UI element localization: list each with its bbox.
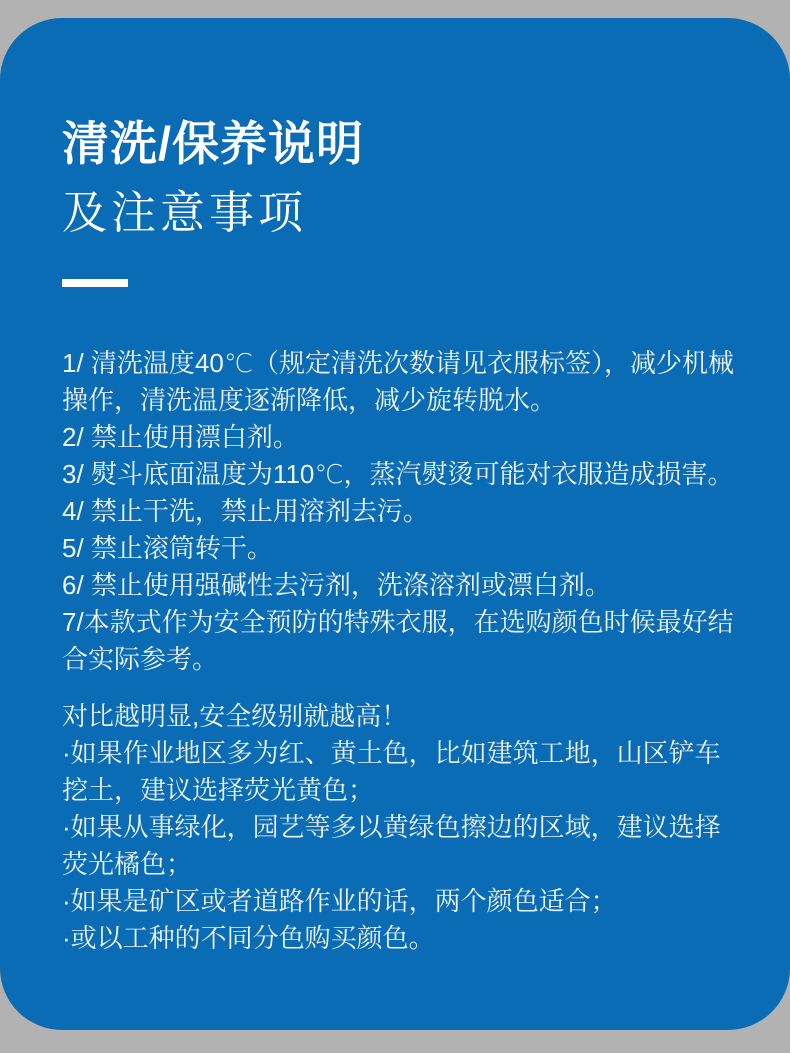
page-subtitle: 及注意事项 bbox=[62, 186, 308, 238]
care-item-4: 4/ 禁止干洗，禁止用溶剂去污。 bbox=[62, 496, 429, 527]
care-item-5: 5/ 禁止滚筒转干。 bbox=[62, 533, 273, 564]
tip-bullet-4: ·或以工种的不同分色购买颜色。 bbox=[62, 923, 435, 954]
care-item-7: 7/本款式作为安全预防的特殊衣服，在选购颜色时候最好结合实际参考。 bbox=[62, 607, 734, 675]
care-item-1: 1/ 清洗温度40℃（规定清洗次数请见衣服标签），减少机械操作，清洗温度逐渐降低，减少旋转脱水。 bbox=[62, 348, 735, 416]
tip-bullet-1: ·如果作业地区多为红、黄土色，比如建筑工地，山区铲车挖土，建议选择荧光黄色； bbox=[62, 738, 721, 806]
care-instruction-card bbox=[0, 18, 790, 1030]
color-selection-tip bbox=[62, 698, 736, 957]
tip-bullet-3: ·如果是矿区或者道路作业的话，两个颜色适合； bbox=[62, 886, 617, 917]
tip-lead-text: 对比越明显,安全级别就越高！ bbox=[62, 701, 408, 732]
care-item-3: 3/ 熨斗底面温度为110℃，蒸汽熨烫可能对衣服造成损害。 bbox=[62, 459, 734, 490]
care-item-6: 6/ 禁止使用强碱性去污剂，洗涤溶剂或漂白剂。 bbox=[62, 570, 611, 601]
care-instructions-list bbox=[62, 345, 736, 678]
care-item-2: 2/ 禁止使用漂白剂。 bbox=[62, 422, 299, 453]
title-divider-dash bbox=[62, 279, 128, 287]
tip-bullet-2: ·如果从事绿化，园艺等多以黄绿色擦边的区域，建议选择荧光橘色； bbox=[62, 812, 721, 880]
page-title: 清洗/保养说明 bbox=[62, 117, 365, 170]
